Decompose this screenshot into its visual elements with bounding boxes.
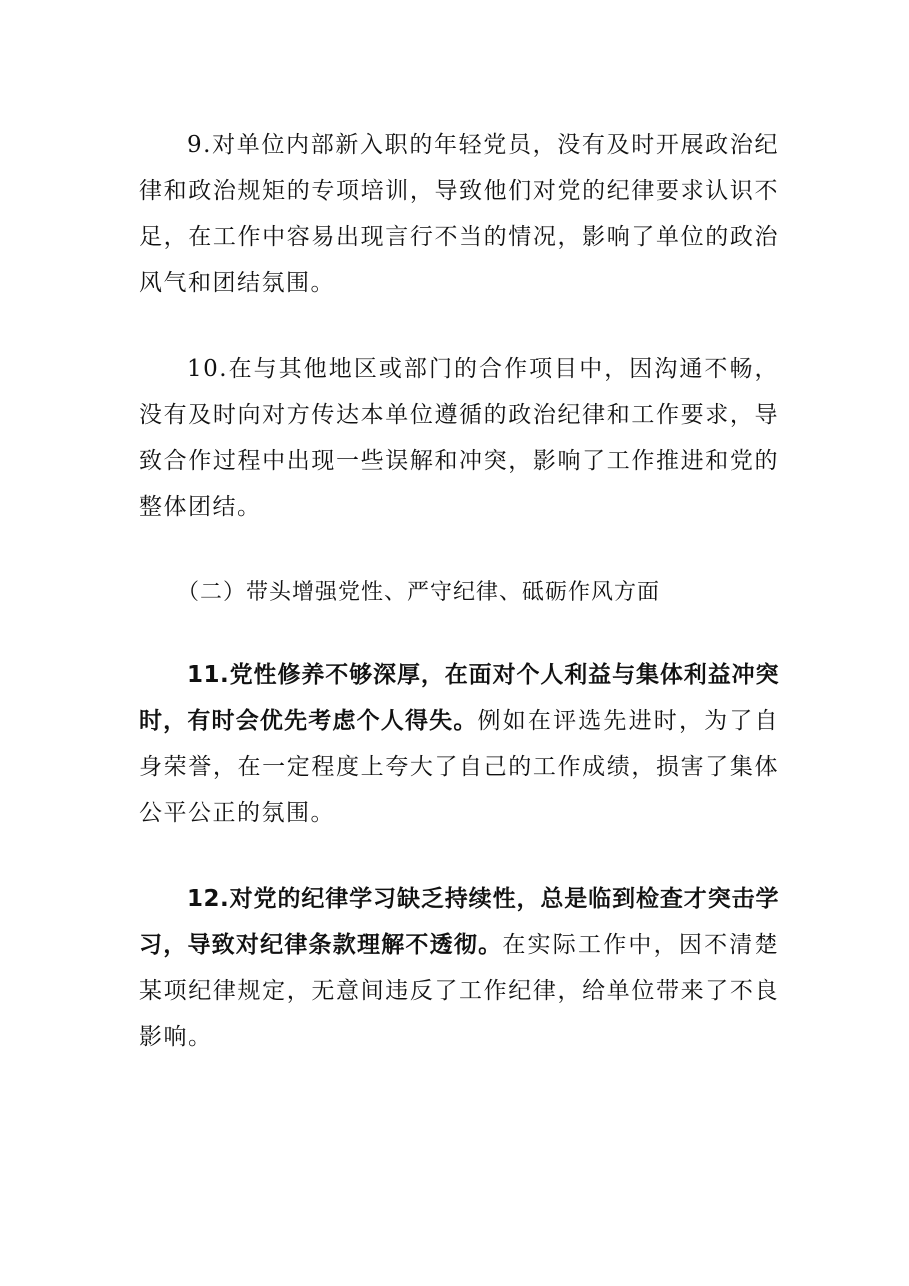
item-11-bold-lead: 11.党性修养不够深厚，在面对个人利益与集体利益冲突时，有时会优先考虑个人得失。 [139, 662, 779, 734]
item-12-body: 在实际工作中，因不清楚某项纪律规定，无意间违反了工作纪律，给单位带来了不良影响。 [139, 932, 780, 1050]
section-heading: （二）带头增强党性、严守纪律、砥砺作风方面 [177, 580, 661, 605]
paragraph-item-12 [139, 876, 779, 1060]
item-11-body: 例如在评选先进时，为了自身荣誉，在一定程度上夸大了自己的工作成绩，损害了集体公平公正的氛围。 [139, 708, 780, 826]
paragraph-item-11 [139, 652, 779, 836]
item-12-bold-lead: 12.对党的纪律学习缺乏持续性，总是临到检查才突击学习，导致对纪律条款理解不透彻。 [139, 886, 779, 958]
paragraph-item-9: 9.对单位内部新入职的年轻党员，没有及时开展政治纪律和政治规矩的专项培训，导致他们对党的纪律要求认识不足，在工作中容易出现言行不当的情况，影响了单位的政治风气和团结氛围。 [139, 132, 779, 296]
paragraph-item-10: 10.在与其他地区或部门的合作项目中，因沟通不畅，没有及时向对方传达本单位遵循的政治纪律和工作要求，导致合作过程中出现一些误解和冲突，影响了工作推进和党的整体团结。 [139, 356, 779, 520]
